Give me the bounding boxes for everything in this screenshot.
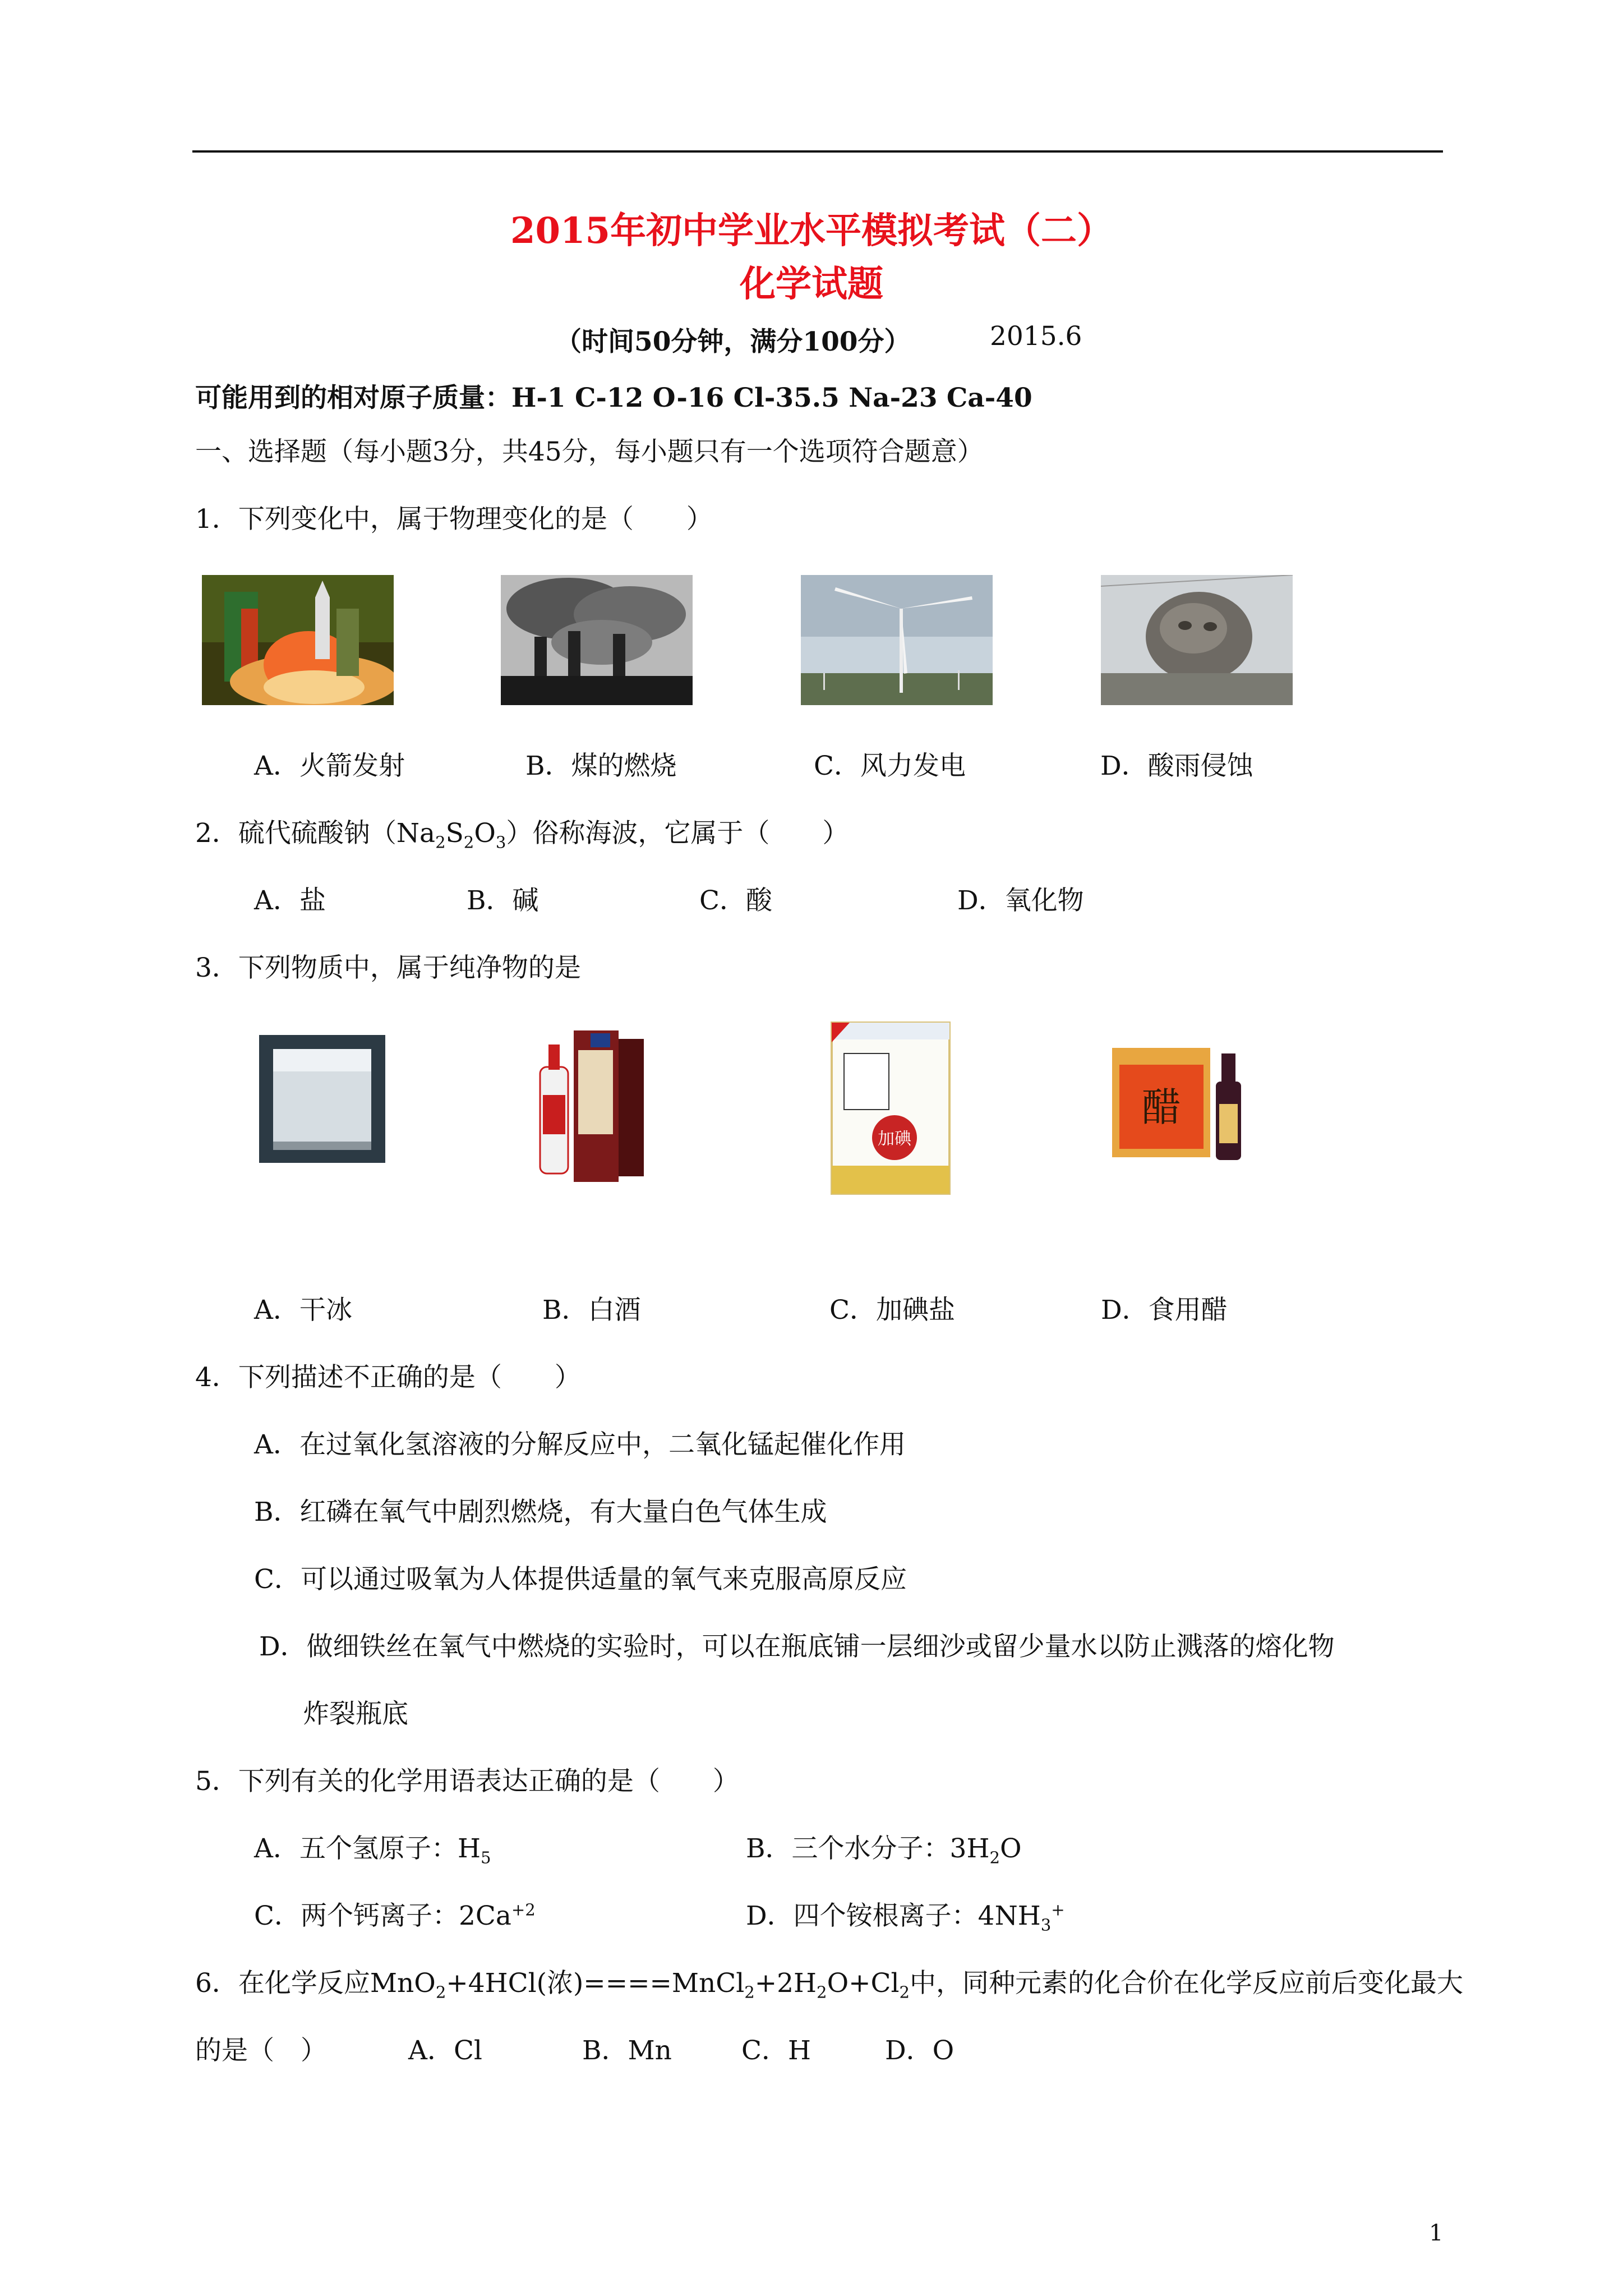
q6-option-d: D．O	[885, 2035, 955, 2066]
q3-stem: 3．下列物质中，属于纯净物的是	[195, 953, 581, 983]
q4-stem: 4．下列描述不正确的是（ ）	[195, 1362, 581, 1393]
q4-option-d: D．做细铁丝在氧气中燃烧的实验时，可以在瓶底铺一层细沙或留少量水以防止溅落的熔化物	[259, 1631, 1335, 1662]
section-heading: 一、选择题（每小题3分，共45分，每小题只有一个选项符合题意）	[195, 436, 984, 467]
q3-option-c: C．加碘盐	[829, 1295, 955, 1326]
svg-text:加碘: 加碘	[878, 1129, 911, 1149]
q6-stem-line2: 的是（ ）	[195, 2035, 327, 2066]
q6-stem-line1: 6．在化学反应MnO$_2$+4HCl(浓)$====MnCl_2+2H_2O+Cl_2$中，同种元素的化合价在化学反应前后变化最大	[195, 1968, 1464, 2002]
q1-stem: 1．下列变化中，属于物理变化的是（ ）	[195, 504, 713, 535]
subject-title: 化学试题	[740, 263, 883, 305]
q4-option-a: A．在过氧化氢溶液的分解反应中，二氧化锰起催化作用	[254, 1429, 906, 1460]
liquor-image	[534, 1022, 661, 1185]
exam-meta: （时间50分钟，满分100分）	[555, 326, 911, 357]
q3-option-d: D．食用醋	[1101, 1295, 1228, 1326]
vinegar-image	[1109, 1037, 1249, 1163]
q3-option-a: A．干冰	[254, 1295, 352, 1326]
q2-option-b: B．碱	[467, 885, 539, 916]
header-rule	[192, 150, 1443, 153]
svg-text:醋: 醋	[1142, 1084, 1181, 1130]
exam-title: 2015年初中学业水平模拟考试（二）	[510, 210, 1113, 252]
iodized-salt-image	[827, 1020, 953, 1197]
q1-option-c: C．风力发电	[814, 751, 966, 781]
page-number: 1	[1429, 2220, 1444, 2246]
q6-option-b: B．Mn	[582, 2035, 672, 2066]
q2-option-a: A．盐	[254, 885, 326, 916]
q1-option-a: A．火箭发射	[254, 751, 405, 781]
q5-option-b: B．三个水分子：$3H_2O$	[746, 1833, 1022, 1867]
q6-option-a: A．Cl	[408, 2035, 482, 2066]
q5-option-c: C．两个钙离子：$2Ca^{+2}$	[254, 1900, 536, 1931]
q2-option-c: C．酸	[699, 885, 772, 916]
q6-option-c: C．H	[741, 2035, 811, 2066]
atomic-masses: 可能用到的相对原子质量：H-1 C-12 O-16 Cl-35.5 Na-23 Ca-40	[195, 383, 1032, 413]
q3-option-b: B．白酒	[542, 1295, 641, 1326]
coal-burning-image	[501, 575, 693, 705]
rocket-launch-image	[202, 575, 394, 705]
wind-turbine-image	[801, 575, 993, 705]
q1-option-b: B．煤的燃烧	[525, 751, 677, 781]
q4-option-c: C．可以通过吸氧为人体提供适量的氧气来克服高原反应	[254, 1564, 907, 1595]
q1-option-d: D．酸雨侵蚀	[1100, 751, 1253, 781]
q4-option-b: B．红磷在氧气中剧烈燃烧，有大量白色气体生成	[254, 1497, 827, 1527]
acid-rain-statue-image	[1101, 575, 1293, 705]
q5-option-d: D．四个铵根离子：$4NH_3^+$	[746, 1900, 1065, 1935]
q2-stem: 2．硫代硫酸钠$(Na_2S_2O_3)$俗称海波，它属于（ ）	[195, 818, 849, 852]
q5-stem: 5．下列有关的化学用语表达正确的是（ ）	[195, 1766, 739, 1797]
q4-option-d-cont: 炸裂瓶底	[303, 1699, 408, 1729]
exam-date: 2015.6	[990, 321, 1082, 352]
q2-option-d: D．氧化物	[957, 885, 1084, 916]
q5-option-a: A．五个氢原子：$H_5$	[254, 1833, 491, 1867]
dry-ice-image	[259, 1035, 385, 1163]
